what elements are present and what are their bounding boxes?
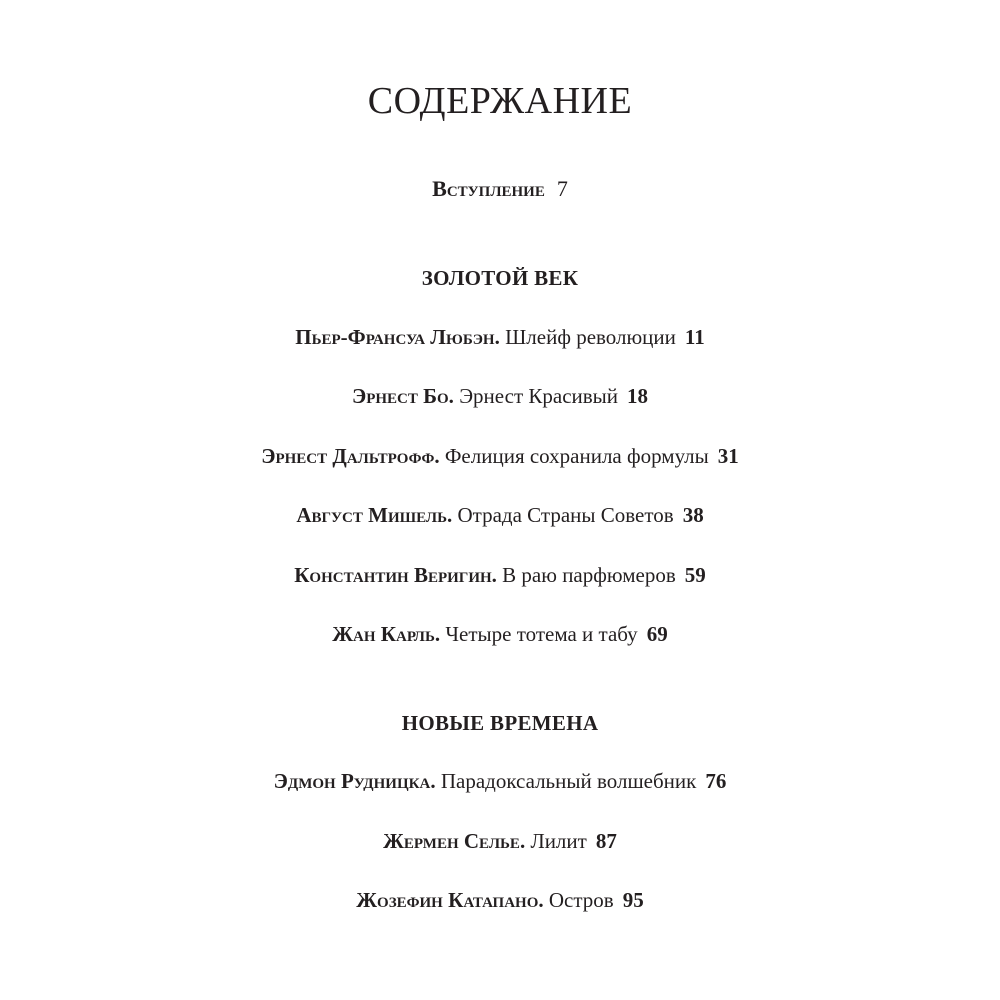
entry-page-number: 18	[627, 384, 649, 408]
entry-author: Эрнест Бо.	[351, 384, 454, 408]
entry-title: Шлейф революции	[505, 325, 676, 349]
entry-author: Эдмон Рудницка.	[273, 769, 436, 793]
entry-title: Эрнест Красивый	[459, 384, 619, 408]
entry-title: Фелиция сохранила формулы	[444, 444, 709, 468]
intro-label: Вступление	[432, 176, 545, 201]
entry-title: Четыре тотема и табу	[445, 622, 638, 646]
toc-entry[interactable]	[0, 327, 1000, 348]
toc-entry[interactable]	[0, 386, 1000, 407]
entry-page-number: 59	[684, 563, 706, 587]
entry-page-number: 31	[717, 444, 739, 468]
section-heading-golden-age: ЗОЛОТОЙ ВЕК	[421, 266, 579, 290]
entry-author: Август Мишель.	[296, 503, 453, 527]
toc-entry[interactable]	[0, 565, 1000, 586]
toc-entry[interactable]	[0, 771, 1000, 792]
entry-author: Жермен Селье.	[383, 829, 526, 853]
toc-entry[interactable]	[0, 505, 1000, 526]
toc-entry[interactable]	[0, 831, 1000, 852]
toc-entry[interactable]	[0, 624, 1000, 645]
toc-entry[interactable]	[0, 446, 1000, 467]
section-heading-new-times: НОВЫЕ ВРЕМЕНА	[401, 711, 599, 735]
entry-title: Отрада Страны Советов	[457, 503, 674, 527]
entry-author: Эрнест Дальтрофф.	[261, 444, 440, 468]
entry-page-number: 87	[595, 829, 617, 853]
entry-page-number: 11	[684, 325, 705, 349]
entry-author: Пьер-Франсуа Любэн.	[295, 325, 500, 349]
entry-title: В раю парфюмеров	[502, 563, 676, 587]
entry-title: Парадоксальный волшебник	[440, 769, 697, 793]
entry-page-number: 95	[622, 888, 644, 912]
page-title: СОДЕРЖАНИЕ	[367, 80, 633, 122]
entry-author: Жозефин Катапано.	[356, 888, 544, 912]
entry-author: Жан Карль.	[332, 622, 441, 646]
entry-page-number: 69	[646, 622, 668, 646]
entry-title: Остров	[548, 888, 614, 912]
intro-page-number: 7	[556, 176, 568, 201]
entry-page-number: 76	[705, 769, 727, 793]
entry-title: Лилит	[530, 829, 587, 853]
entry-author: Константин Веригин.	[294, 563, 497, 587]
intro-entry[interactable]	[0, 178, 1000, 200]
toc-entry[interactable]	[0, 890, 1000, 911]
entry-page-number: 38	[682, 503, 704, 527]
